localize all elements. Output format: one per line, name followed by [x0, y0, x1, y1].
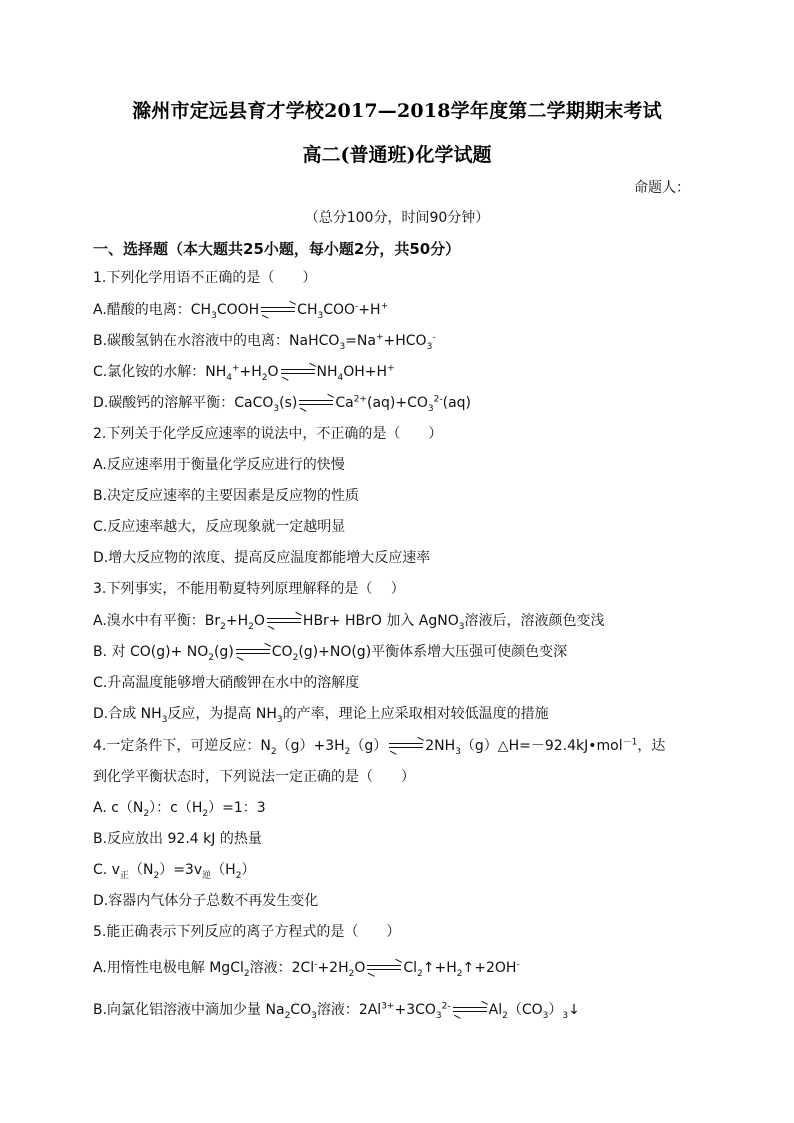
q1-option-d: D.碳酸钙的溶解平衡：CaCO$_3$(s) $Ca^{2+}(aq)+CO_3^{2-}(aq)$	[93, 394, 472, 414]
equilibrium-arrow-icon	[389, 741, 423, 751]
q3-option-a: A.溴水中有平衡：$Br_2+H_2O$ HBr+ HBrO 加入 AgNO$_3$溶液后，溶液颜色变浅	[93, 613, 605, 632]
exam-title: 滁州市定远县育才学校2017—2018学年度第二学期期末考试	[132, 100, 662, 122]
q4-stem: 4.一定条件下，可逆反应：$N_2(g)+3H_2(g)$ $2NH_3(g)\triangle H=-92.4kJ•mol^{-1}$，达	[93, 737, 666, 757]
q2-option-b: B.决定反应速率的主要因素是反应物的性质	[93, 488, 360, 504]
q1-option-c: C.氯化铵的水解：$NH_4^++H_2O$ $NH_4OH+H^+$	[93, 363, 395, 383]
q3-option-c: C.升高温度能够增大硝酸钾在水中的溶解度	[93, 675, 360, 691]
q1-option-a: A.醋酸的电离：$CH_3COOH$ $CH_3COO^-+H^+$	[93, 301, 389, 321]
q2-option-a: A.反应速率用于衡量化学反应进行的快慢	[93, 457, 345, 473]
equilibrium-arrow-icon	[299, 398, 333, 408]
q2-option-d: D.增大反应物的浓度、提高反应温度都能增大反应速率	[93, 550, 431, 566]
q5-stem: 5.能正确表示下列反应的离子方程式的是（ ）	[93, 924, 401, 940]
q1-stem: 1.下列化学用语不正确的是（ ）	[93, 270, 317, 286]
q5-option-a: A.用惰性电极电解 MgCl$_2$溶液：$2Cl^-+2H_2O$ $Cl_2↑+H_2↑+2OH^-$	[93, 959, 520, 979]
equilibrium-arrow-icon	[236, 647, 270, 657]
q4-option-b: B.反应放出 92.4 kJ 的热量	[93, 831, 262, 847]
exam-info: （总分100分，时间90分钟）	[304, 210, 490, 226]
q4-option-c: C. $v_正(N_2)=3v_逆(H_2)$	[93, 862, 256, 881]
q5-option-b: B.向氯化铝溶液中滴加少量 $Na_2CO_3$溶液：$2Al^{3+}+3CO_3^{2-}$ $Al_2(CO_3)_3↓$	[93, 1001, 580, 1021]
equilibrium-arrow-icon	[281, 367, 315, 377]
q3-option-b: B. 对 $CO(g)+ NO_2(g)$ $CO_2(g)+NO(g)$平衡体系增大压强可使颜色变深	[93, 644, 568, 663]
equilibrium-arrow-icon	[267, 616, 301, 626]
q3-stem: 3.下列事实，不能用勒夏特列原理解释的是（ ）	[93, 581, 405, 597]
q2-stem: 2.下列关于化学反应速率的说法中，不正确的是（ ）	[93, 426, 443, 442]
equilibrium-arrow-icon	[367, 963, 401, 973]
equilibrium-arrow-icon	[453, 1005, 487, 1015]
q4-stem-continued: 到化学平衡状态时，下列说法一定正确的是（ ）	[93, 769, 415, 785]
q1-option-b: B.碳酸氢钠在水溶液中的电离：$NaHCO_3=Na^++HCO_3^-$	[93, 332, 436, 352]
equilibrium-arrow-icon	[261, 305, 295, 315]
q4-option-a: A. $c(N_2)$：$c(H_2)=1$：3	[93, 800, 266, 819]
exam-subtitle: 高二(普通班)化学试题	[302, 144, 492, 166]
section-heading: 一、选择题（本大题共25小题，每小题2分，共50分）	[93, 240, 461, 258]
q4-option-d: D.容器内气体分子总数不再发生变化	[93, 893, 319, 909]
author-label: 命题人：	[634, 180, 690, 196]
q2-option-c: C.反应速率越大，反应现象就一定越明显	[93, 519, 346, 535]
q3-option-d: D.合成 $NH_3$反应，为提高 $NH_3$的产率，理论上应采取相对较低温度的措施	[93, 706, 549, 725]
